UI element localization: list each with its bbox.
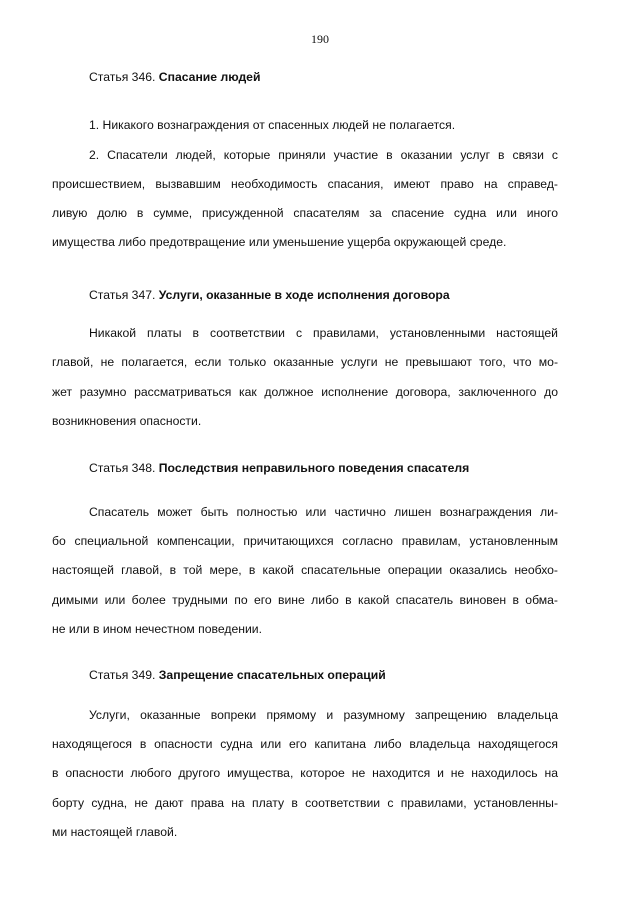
article-348-line-5: не или в ином нечестном поведении.: [52, 622, 262, 636]
article-349-line-3: в опасности любого другого имущества, которое не находится и не находилось на: [52, 766, 558, 780]
article-346-line-3: происшествием, вызвавшим необходимость спасания, имеют право на справед-: [52, 177, 558, 191]
article-348-line-1: Спасатель может быть полностью или частично лишен вознаграждения ли-: [89, 505, 558, 519]
article-346-title: Спасание людей: [158, 70, 261, 84]
article-349-title: Запрещение спасательных операций: [158, 668, 386, 682]
article-349-line-4: борту судна, не дают права на плату в соответствии с правилами, установленны-: [52, 796, 558, 810]
article-347-line-1: Никакой платы в соответствии с правилами, установленными настоящей: [89, 326, 558, 340]
article-349-line-5: ми настоящей главой.: [52, 825, 178, 839]
article-348-line-3: настоящей главой, в той мере, в какой спасательные операции оказались необхо-: [52, 563, 558, 577]
article-348-heading: [89, 461, 469, 475]
article-349-prefix: Статья 349.: [89, 668, 156, 682]
article-348-title: Последствия неправильного поведения спасателя: [158, 461, 470, 475]
article-346-line-1: 1. Никакого вознаграждения от спасенных людей не полагается.: [89, 118, 456, 132]
article-348-line-4: димыми или более трудными по его вине либо в какой спасатель виновен в обма-: [52, 593, 558, 607]
article-346-prefix: Статья 346.: [89, 70, 156, 84]
article-347-prefix: Статья 347.: [89, 288, 156, 302]
article-346-line-4: ливую долю в сумме, присужденной спасателям за спасение судна или иного: [52, 206, 558, 220]
article-347-line-2: главой, не полагается, если только оказанные услуги не превышают того, что мо-: [52, 355, 558, 369]
article-346-line-2: 2. Спасатели людей, которые приняли участие в оказании услуг в связи с: [89, 148, 558, 162]
article-349-line-2: находящегося в опасности судна или его капитана либо владельца находящегося: [52, 737, 558, 751]
article-347-line-4: возникновения опасности.: [52, 414, 202, 428]
article-347-heading: [89, 288, 450, 302]
article-346-line-5: имущества либо предотвращение или уменьшение ущерба окружающей среде.: [52, 235, 507, 249]
article-347-title: Услуги, оказанные в ходе исполнения договора: [158, 288, 450, 302]
article-346-heading: [89, 70, 260, 84]
article-348-line-2: бо специальной компенсации, причитающихся согласно правилам, установленным: [52, 534, 558, 548]
article-348-prefix: Статья 348.: [89, 461, 156, 475]
article-349-heading: [89, 668, 386, 682]
page-number: 190: [311, 32, 329, 46]
article-349-line-1: Услуги, оказанные вопреки прямому и разумному запрещению владельца: [89, 708, 558, 722]
article-347-line-3: жет разумно рассматриваться как должное исполнение договора, заключенного до: [52, 385, 558, 399]
